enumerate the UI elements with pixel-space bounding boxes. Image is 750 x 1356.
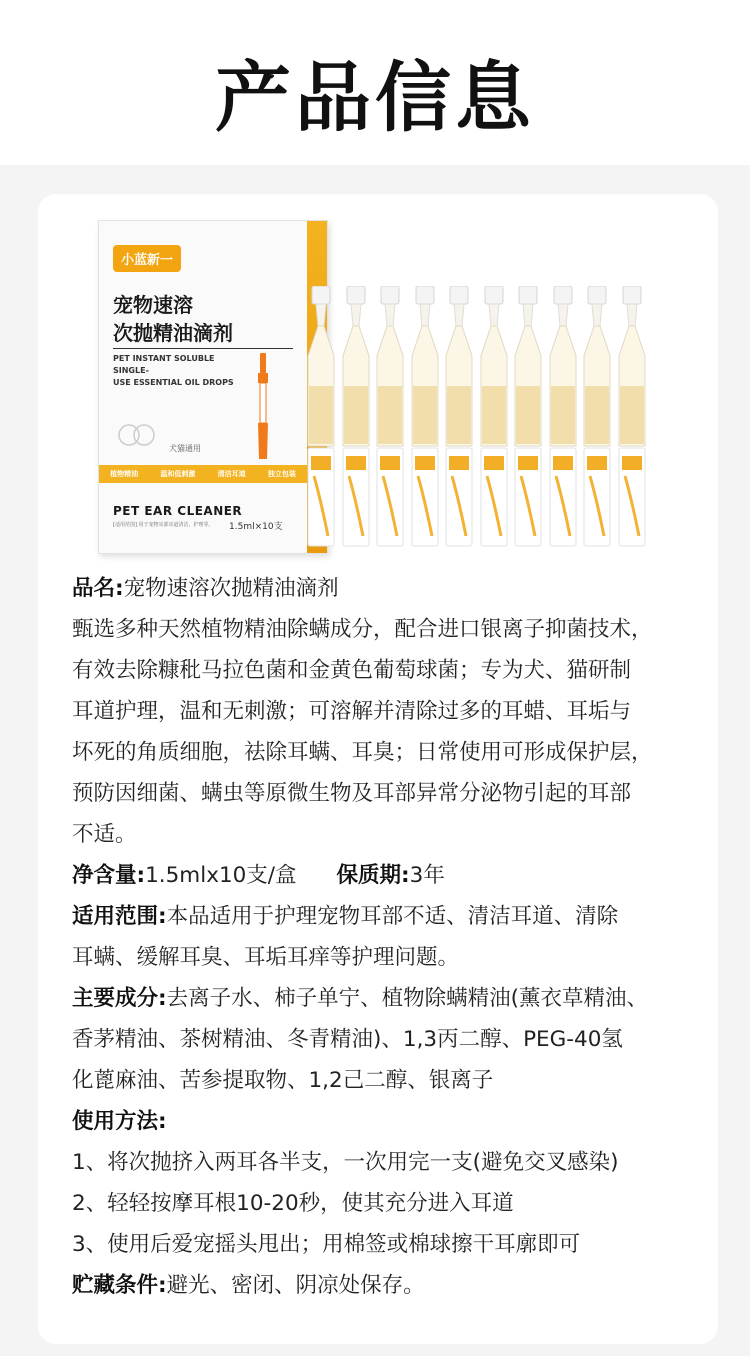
description-line: 有效去除糠秕马拉色菌和金黄色葡萄球菌；专为犬、猫研制 [72,658,632,683]
name-row [72,568,722,609]
storage-label: 贮藏条件: [72,1273,167,1298]
ingredients-line: 香茅精油、茶树精油、冬青精油)、1,3丙二醇、PEG-40氢 [72,1027,623,1052]
storage-value: 避光、密闭、阴凉处保存。 [166,1273,425,1298]
ampoule-vial [479,286,509,548]
ampoule-vial [306,286,336,548]
net-shelf-row [72,855,722,896]
shelf-label: 保质期: [336,863,410,888]
box-feature: 植物精油 [110,470,139,478]
usage-step: 1、将次抛挤入两耳各半支，一次用完一支(避免交叉感染) [72,1150,619,1175]
box-title [113,291,293,347]
box-divider [113,348,293,349]
storage-row [72,1265,722,1306]
ingredients-label: 主要成分: [72,986,167,1011]
description-line: 甄选多种天然植物精油除螨成分，配合进口银离子抑菌技术， [72,617,653,642]
box-en-subtitle [113,353,253,389]
ingredients-line: 去离子水、柿子单宁、植物除螨精油(薰衣草精油、 [166,986,648,1011]
net-value: 1.5mlx10支/盒 [145,863,297,888]
box-pets-text: 犬猫通用 [169,444,201,453]
ampoule-vial [548,286,578,548]
usage-step: 3、使用后爱宠摇头甩出；用棉签或棉球擦干耳廓即可 [72,1232,581,1257]
scope-line: 耳螨、缓解耳臭、耳垢耳痒等护理问题。 [72,945,460,970]
description-line: 预防因细菌、螨虫等原微生物及耳部异常分泌物引起的耳部 [72,781,632,806]
ingredients-row [72,978,722,1019]
box-en-subtitle-line2: USE ESSENTIAL OIL DROPS [113,378,234,387]
box-title-line1: 宠物速溶 [113,293,193,317]
box-en-subtitle-line1: PET INSTANT SOLUBLE SINGLE- [113,354,215,375]
box-feature: 独立包装 [267,470,296,478]
description-line: 不适。 [72,822,137,847]
box-en-name: PET EAR CLEANER [113,504,243,518]
box-feature: 温和低刺激 [160,470,196,478]
shelf-value: 3年 [409,863,445,888]
usage-step: 2、轻轻按摩耳根10-20秒，使其充分进入耳道 [72,1191,514,1216]
page-title: 产品信息 [215,53,535,142]
box-feature: 清洁耳道 [217,470,246,478]
ampoule-vial [582,286,612,548]
product-info [72,568,722,1306]
box-feature-bar [99,465,307,483]
mini-vial-icon [257,353,269,461]
ingredients-line: 化蓖麻油、苦参提取物、1,2己二醇、银离子 [72,1068,494,1093]
ampoule-vial [617,286,647,548]
scope-row [72,896,722,937]
brand-logo: 小蓝新一 [113,245,181,272]
scope-label: 适用范围: [72,904,167,929]
pet-icon [117,421,157,447]
ampoule-vial [341,286,371,548]
description-line: 耳道护理，温和无刺激；可溶解并清除过多的耳蜡、耳垢与 [72,699,632,724]
box-small-print: [适用范围] 用于宠物耳部耳道清洁、护理等。 [113,522,214,528]
ampoule-vial [375,286,405,548]
ampoule-vial [410,286,440,548]
box-spec: 1.5ml×10支 [229,522,283,532]
name-label: 品名: [72,576,124,601]
box-title-line2: 次抛精油滴剂 [113,321,233,345]
product-box-image [98,220,328,554]
ampoule-vial [444,286,474,548]
description-line: 坏死的角质细胞，祛除耳螨、耳臭；日常使用可形成保护层， [72,740,653,765]
name-value: 宠物速溶次抛精油滴剂 [123,576,339,601]
ampoule-row [306,286,662,554]
usage-label: 使用方法: [72,1109,167,1134]
ampoule-vial [513,286,543,548]
scope-line: 本品适用于护理宠物耳部不适、清洁耳道、清除 [166,904,619,929]
net-label: 净含量: [72,863,146,888]
